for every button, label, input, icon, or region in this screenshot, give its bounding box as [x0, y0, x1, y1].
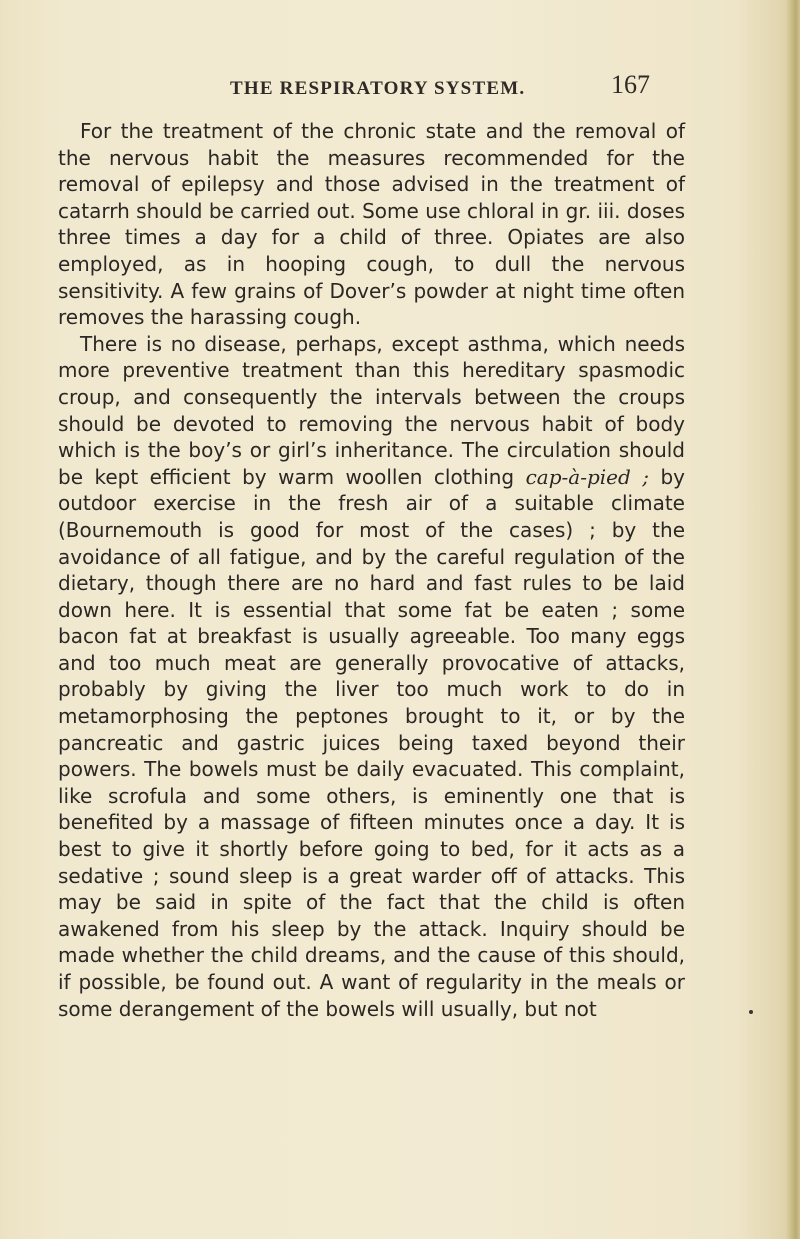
paragraph-2-text-start: There is no disease, perhaps, except asthma, which needs more preventive treatment than this hereditary spasmodic croup, and consequently the intervals between the croups should be devoted to removing the nervous habit of body which is the boy’s or girl’s inheritance. The circulation should be kept efficient by warm woollen clothing [58, 331, 685, 489]
paragraph-2-text-end: by outdoor exercise in the fresh air of a suitable climate (Bournemouth is good for most of the cases) ; by the avoidance of all fatigue, and by the careful regulation of the dietary, though there are no hard and fast rules to be laid down here. It is essential that some fat be eaten ; some bacon fat at breakfast is usually agreeable. Too many eggs and too much meat are generally provocative of attacks, probably by giving the liver too much work to do in metamorphosing the peptones brought to it, or by the pancreatic and gastric juices being taxed beyond their powers. The bowels must be daily evacuated. This complaint, like scrofula and some others, is eminently one that is benefited by a massage of fifteen minutes once a day. It is best to give it shortly before going to bed, for it acts as a sedative ; sound sleep is a great warder off of attacks. This may be said in spite of the fact that the child is often awakened from his sleep by the attack. Inquiry should be made whether the child dreams, and the cause of this should, if possible, be found out. A want of regularity in the meals or some derangement of the bowels will usually, but not [58, 464, 685, 1021]
paragraph-2-italic-phrase: cap-à-pied ; [525, 464, 649, 489]
body-text [58, 118, 685, 1022]
page-edge-shadow [786, 0, 800, 1239]
running-head: THE RESPIRATORY SYSTEM. [230, 78, 526, 99]
page-header [0, 70, 800, 110]
ink-speck [749, 1010, 753, 1014]
paragraph-1: For the treatment of the chronic state and the removal of the nervous habit the measures recommended for the removal of epilepsy and those advised in the treatment of catarrh should be carried out. Some use chloral in gr. iii. doses three times a day for a child of three. Opiates are also employed, as in hooping cough, to dull the nervous sensitivity. A few grains of Dover’s powder at night time often removes the harassing cough. [58, 119, 685, 330]
page-number: 167 [611, 70, 650, 99]
paragraph-2 [58, 331, 685, 1022]
